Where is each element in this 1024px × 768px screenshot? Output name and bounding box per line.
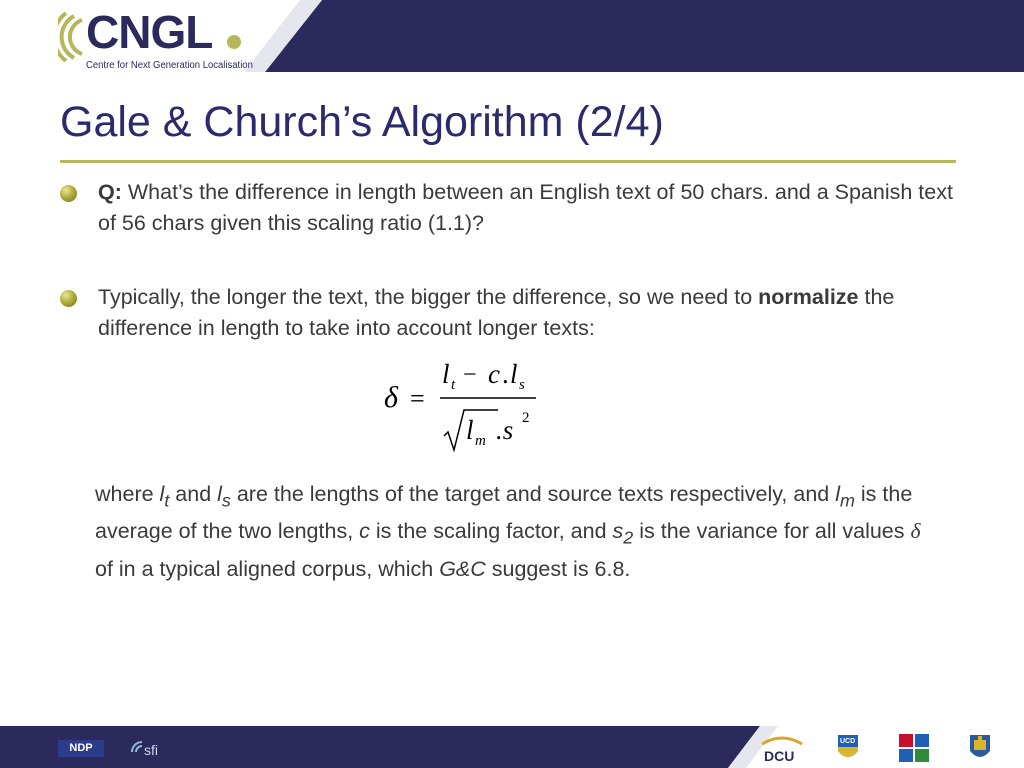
logo-wordmark: CNGL xyxy=(86,6,213,58)
bullet-question-text xyxy=(98,177,958,239)
sound-waves-icon xyxy=(58,12,88,62)
bullet-dot-icon xyxy=(60,185,77,202)
normalize-text-before: Typically, the longer the text, the bigger the difference, so we need to xyxy=(98,285,759,309)
ndp-logo: NDP xyxy=(58,740,104,757)
ul-logo xyxy=(898,733,930,763)
note-var-lt: l xyxy=(159,482,165,506)
tcd-crest-icon xyxy=(968,733,992,763)
question-body: What’s the difference in length between an English text of 50 chars. and a Spanish text of 56 chars given this scaling ratio (1.1)? xyxy=(98,180,953,235)
cngl-logo xyxy=(58,8,278,74)
note-text: suggest is 6.8. xyxy=(485,556,631,581)
bullet-dot-icon xyxy=(60,290,77,307)
note-text: is the scaling factor, and xyxy=(369,519,613,544)
note-var-lm: l xyxy=(835,482,840,506)
logo-dot-icon xyxy=(226,34,242,50)
note-sub-s: s xyxy=(221,490,231,511)
sfi-logo xyxy=(128,738,168,762)
title-divider xyxy=(60,160,956,163)
note-text: of in a typical aligned corpus, which xyxy=(95,556,440,581)
dcu-logo xyxy=(758,734,806,764)
note-delta: δ xyxy=(910,519,921,544)
note-text: are the lengths of the target and source texts respectively, and xyxy=(230,482,836,506)
note-text: and xyxy=(169,482,218,506)
delta-formula xyxy=(380,356,550,456)
slide-title: Gale & Church’s Algorithm (2/4) xyxy=(60,98,664,146)
formula-minus: − xyxy=(463,362,477,388)
formula-num-t: t xyxy=(451,377,456,393)
formula-den-m: m xyxy=(475,433,486,449)
note-text: where xyxy=(95,482,160,506)
note-var-s2: s xyxy=(612,519,624,544)
formula-explanation xyxy=(95,479,935,585)
formula-num-l2: l xyxy=(510,359,518,389)
formula-num-s: s xyxy=(519,377,525,393)
normalize-text-after: the difference in length to take into account longer texts: xyxy=(98,285,895,340)
formula-num-l: l xyxy=(442,359,450,389)
note-gc: G&C xyxy=(439,556,486,581)
bullet-normalize-text xyxy=(98,282,958,344)
formula-equals: = xyxy=(410,384,425,413)
note-sub-2: 2 xyxy=(623,527,634,548)
sfi-logo-text: sfi xyxy=(144,742,158,758)
formula-c: c xyxy=(488,359,500,389)
dcu-logo-text: DCU xyxy=(764,748,795,764)
formula-delta: δ xyxy=(384,381,398,414)
question-lead: Q: xyxy=(98,180,122,204)
ucd-crest-icon xyxy=(836,733,860,763)
note-text: is the variance for all values xyxy=(633,519,911,544)
note-text: is the average of the two lengths, xyxy=(95,482,913,544)
formula-den-l: l xyxy=(466,415,474,445)
note-var-ls: l xyxy=(217,482,222,506)
formula-den-s: .s xyxy=(496,415,514,445)
note-sub-m: m xyxy=(840,490,855,511)
formula-dot: . xyxy=(502,359,509,389)
note-sub-t: t xyxy=(164,490,170,511)
note-var-c: c xyxy=(359,519,370,544)
normalize-emphasis: normalize xyxy=(758,285,859,309)
ucd-crest-text: UCD xyxy=(840,738,856,745)
logo-tagline: Centre for Next Generation Localisation xyxy=(86,60,253,71)
formula-power: 2 xyxy=(522,410,530,426)
